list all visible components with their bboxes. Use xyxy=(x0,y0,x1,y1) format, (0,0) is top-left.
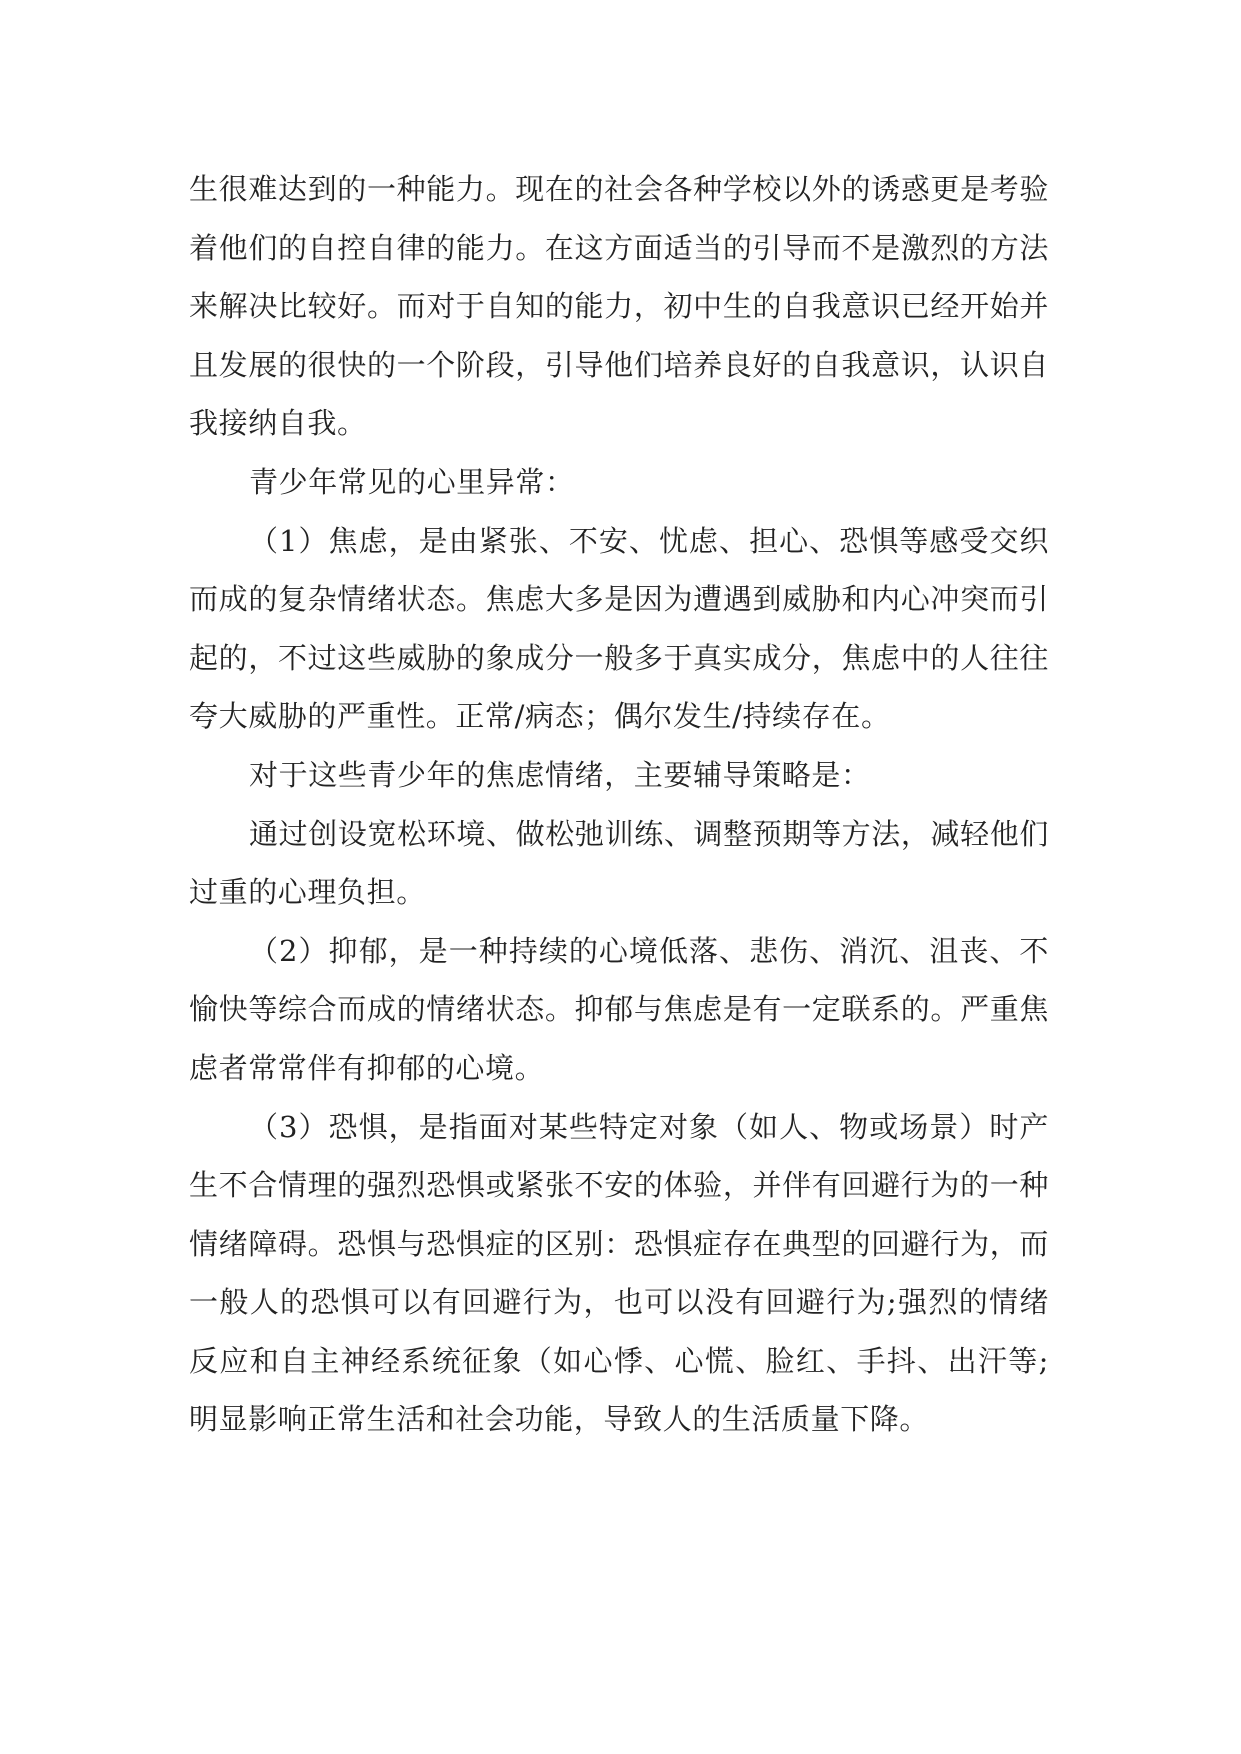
paragraph-anxiety: （1）焦虑，是由紧张、不安、忧虑、担心、恐惧等感受交织而成的复杂情绪状态。焦虑大多是因为遭遇到威胁和内心冲突而引起的，不过这些威胁的象成分一般多于真实成分，焦虑中的人往往夸大威胁的严重性。正常/病态；偶尔发生/持续存在。 xyxy=(189,523,1049,734)
document-body xyxy=(189,160,1049,1449)
paragraph-anxiety-strategy: 通过创设宽松环境、做松弛训练、调整预期等方法，减轻他们过重的心理负担。 xyxy=(189,816,1049,910)
paragraph-heading-abnormalities: 青少年常见的心里异常： xyxy=(249,464,575,499)
paragraph-fear: （3）恐惧，是指面对某些特定对象（如人、物或场景）时产生不合情理的强烈恐惧或紧张不安的体验，并伴有回避行为的一种情绪障碍。恐惧与恐惧症的区别：恐惧症存在典型的回避行为，而一般人的恐惧可以有回避行为，也可以没有回避行为;强烈的情绪反应和自主神经系统征象（如心悸、心慌、脸红、手抖、出汗等;明显影响正常生活和社会功能，导致人的生活质量下降。 xyxy=(189,1109,1049,1437)
paragraph-anxiety-strategy-intro: 对于这些青少年的焦虑情绪，主要辅导策略是： xyxy=(249,757,871,792)
paragraph-depression: （2）抑郁，是一种持续的心境低落、悲伤、消沉、沮丧、不愉快等综合而成的情绪状态。抑郁与焦虑是有一定联系的。严重焦虑者常常伴有抑郁的心境。 xyxy=(189,933,1049,1085)
paragraph-continuation: 生很难达到的一种能力。现在的社会各种学校以外的诱惑更是考验着他们的自控自律的能力。在这方面适当的引导而不是激烈的方法来解决比较好。而对于自知的能力，初中生的自我意识已经开始并且发展的很快的一个阶段，引导他们培养良好的自我意识，认识自我接纳自我。 xyxy=(189,172,1049,441)
